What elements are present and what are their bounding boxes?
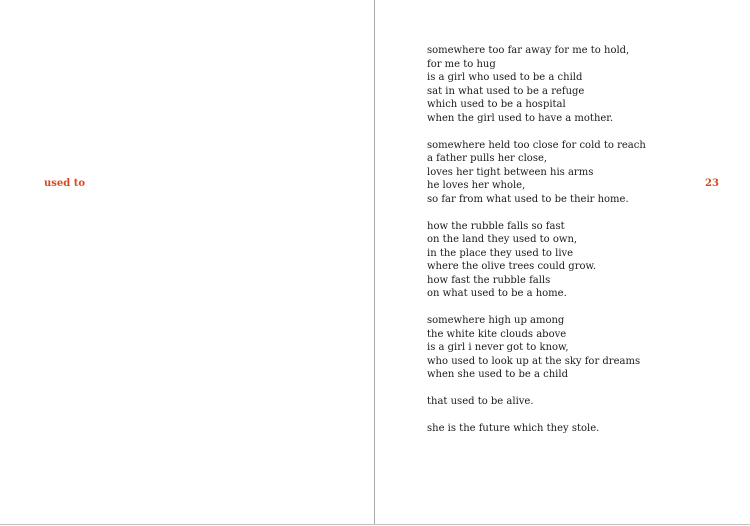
stanza [427, 44, 677, 125]
stanza [427, 314, 677, 382]
poem-line: loves her tight between his arms [427, 166, 594, 178]
poem-line: the white kite clouds above [427, 328, 567, 340]
stanza [427, 139, 677, 207]
page-bottom-edge [0, 524, 750, 525]
poem-line: somewhere held too close for cold to reach [427, 139, 646, 151]
poem-line: is a girl i never got to know, [427, 342, 569, 353]
poem-line: so far from what used to be their home. [427, 193, 629, 205]
poem-line: which used to be a hospital [427, 99, 566, 110]
poem-line: is a girl who used to be a child [427, 72, 583, 83]
stanza [427, 422, 677, 436]
right-page [375, 0, 750, 524]
stanza [427, 395, 677, 409]
poem-line: somewhere high up among [427, 315, 565, 326]
poem-line: sat in what used to be a refuge [427, 85, 585, 97]
poem-line: that used to be alive. [427, 396, 534, 407]
poem-line: where the olive trees could grow. [427, 261, 597, 272]
poem-line: somewhere too far away for me to hold, [427, 45, 630, 56]
poem-line: on the land they used to own, [427, 234, 578, 245]
poem-line: when she used to be a child [427, 369, 568, 380]
poem-body [427, 44, 677, 449]
poem-line: how the rubble falls so fast [427, 220, 565, 232]
poem-line: who used to look up at the sky for dreams [427, 355, 641, 367]
stanza [427, 220, 677, 301]
poem-line: on what used to be a home. [427, 288, 567, 299]
left-page [0, 0, 375, 524]
poem-line: for me to hug [427, 58, 496, 70]
poem-line: she is the future which they stole. [427, 423, 600, 434]
poem-line: he loves her whole, [427, 180, 526, 191]
running-title: used to [44, 178, 86, 189]
page-number: 23 [705, 178, 719, 189]
poem-line: when the girl used to have a mother. [427, 112, 614, 124]
poem-line: in the place they used to live [427, 247, 574, 259]
poem-line: how fast the rubble falls [427, 274, 551, 286]
poem-line: a father pulls her close, [427, 153, 548, 164]
